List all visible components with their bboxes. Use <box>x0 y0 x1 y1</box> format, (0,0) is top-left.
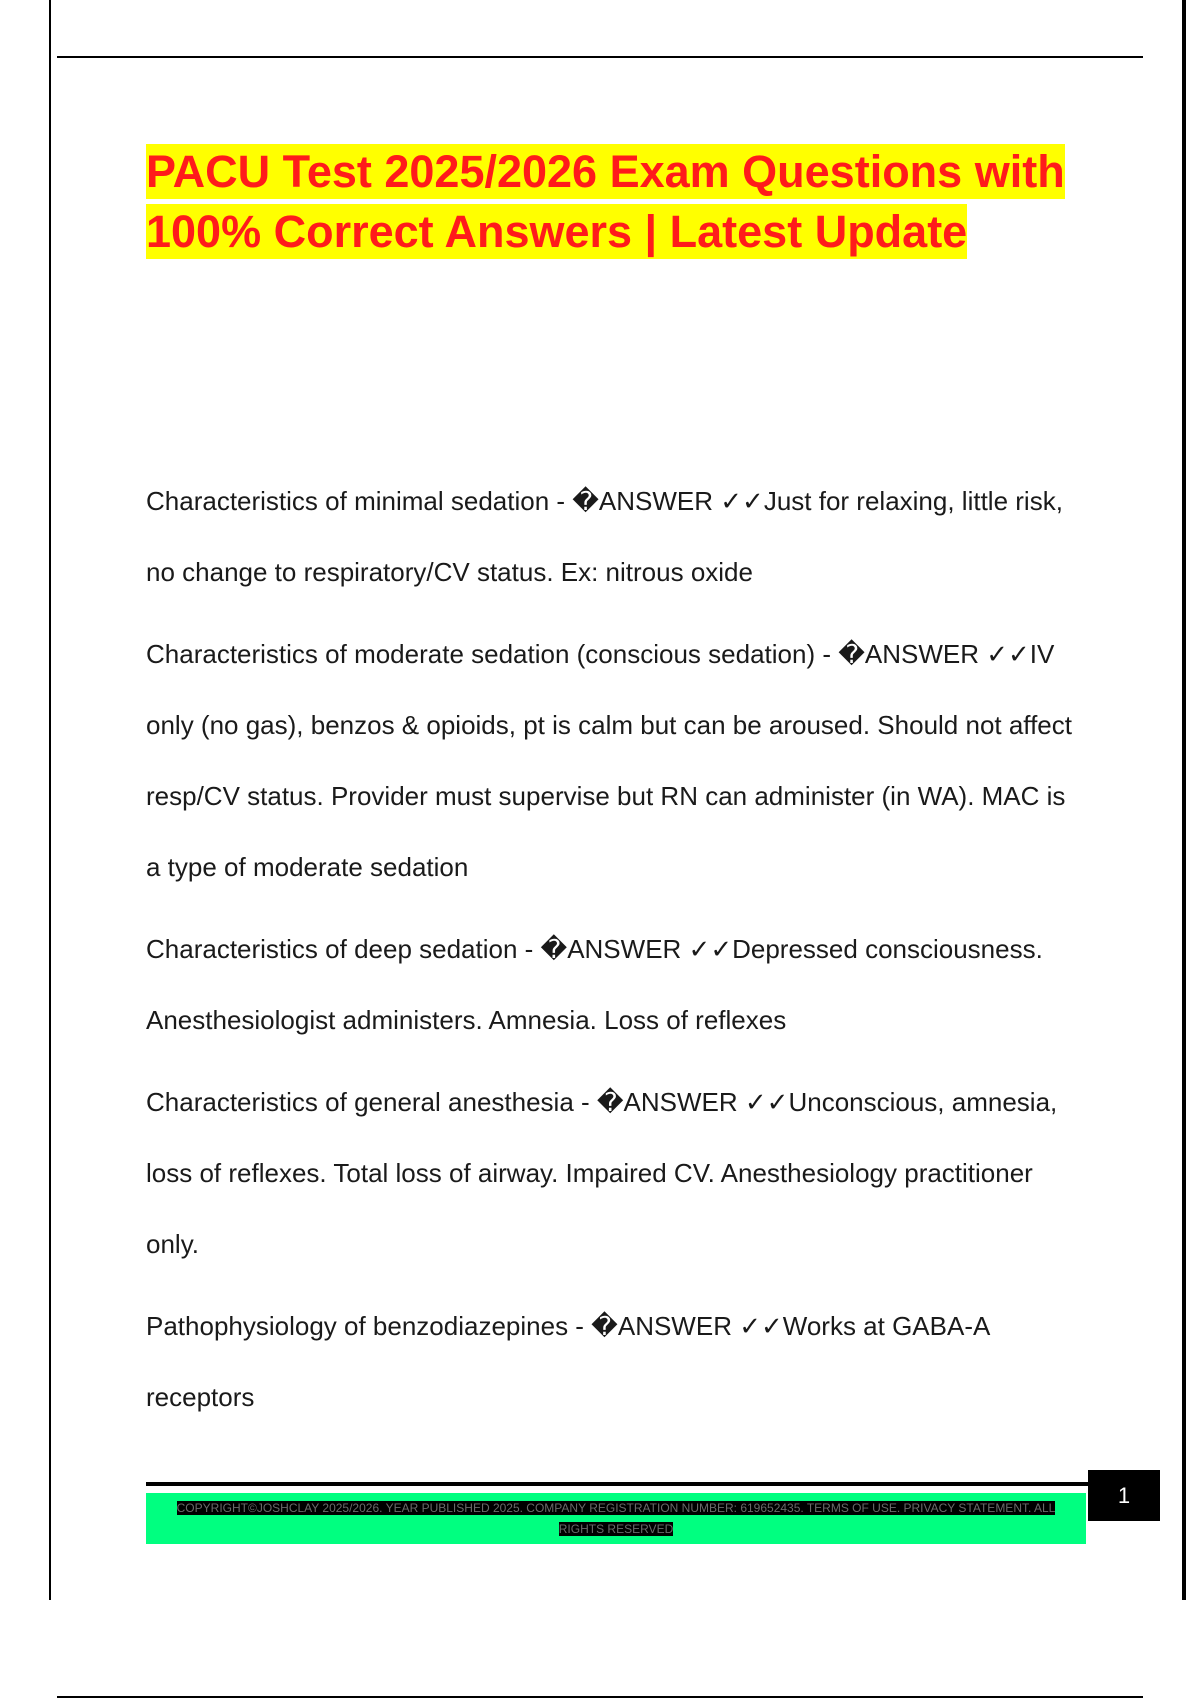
footer-divider <box>146 1482 1088 1486</box>
footer-copyright-text: COPYRIGHT©JOSHCLAY 2025/2026. YEAR PUBLISHED 2025. COMPANY REGISTRATION NUMBER: 619652435. TERMS OF USE. PRIVACY STATEMENT. ALL RIGHTS RESERVED <box>176 1500 1056 1536</box>
page-number: 1 <box>1088 1470 1160 1521</box>
document-title-text: PACU Test 2025/2026 Exam Questions with 100% Correct Answers | Latest Update <box>146 146 1065 257</box>
page-frame-left <box>49 0 51 1600</box>
document-title <box>146 142 1076 262</box>
qa-item-deep-sedation: Characteristics of deep sedation - �ANSWER ✓✓Depressed consciousness. Anesthesiologist administers. Amnesia. Loss of reflexes <box>146 934 1043 1035</box>
qa-item-benzodiazepines: Pathophysiology of benzodiazepines - �ANSWER ✓✓Works at GABA-A receptors <box>146 1311 989 1412</box>
footer-copyright-band <box>146 1493 1086 1544</box>
top-divider <box>57 56 1143 58</box>
footer-copyright <box>176 1498 1056 1540</box>
page-frame-right <box>1182 0 1186 1600</box>
qa-item-moderate-sedation: Characteristics of moderate sedation (conscious sedation) - �ANSWER ✓✓IV only (no gas), benzos & opioids, pt is calm but can be aroused. Should not affect resp/CV status. Provider must supervise but RN can administer (in WA). MAC is a type of moderate sedation <box>146 639 1072 882</box>
bottom-divider <box>57 1696 1143 1698</box>
qa-item-general-anesthesia: Characteristics of general anesthesia - �ANSWER ✓✓Unconscious, amnesia, loss of reflexes. Total loss of airway. Impaired CV. Anesthesiology practitioner only. <box>146 1087 1058 1259</box>
qa-item-minimal-sedation: Characteristics of minimal sedation - �ANSWER ✓✓Just for relaxing, little risk, no change to respiratory/CV status. Ex: nitrous oxide <box>146 486 1063 587</box>
qa-list <box>146 466 1086 1444</box>
